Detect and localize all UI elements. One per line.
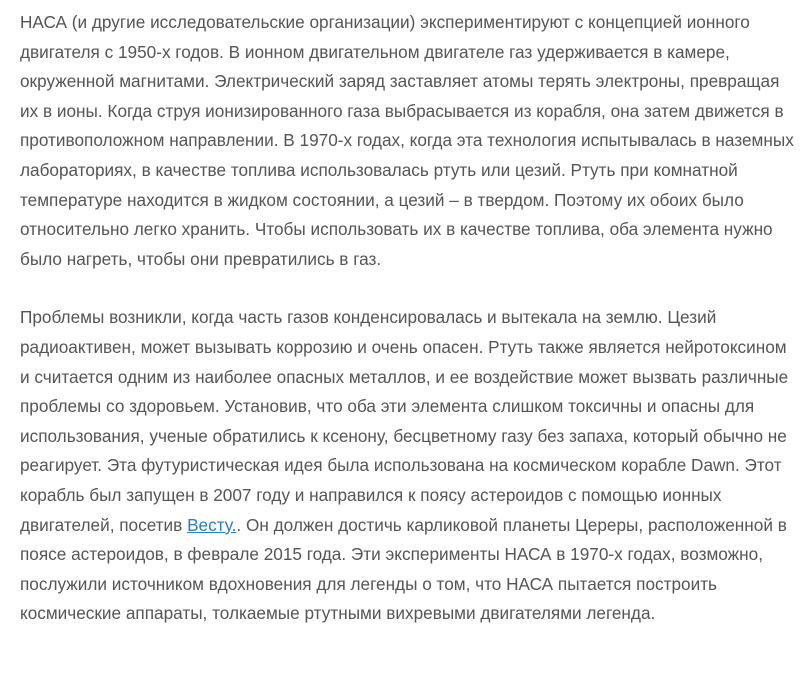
paragraph-xenon-dawn <box>20 303 796 629</box>
vesta-link[interactable]: Весту. <box>187 514 237 535</box>
paragraph-text-after-link: . Он должен достичь карликовой планеты Цереры, расположенной в поясе астероидов, в феврале 2015 года. Эти эксперименты НАСА в 1970-х годах, возможно, послужили источником вдохновения для легенды о том, что НАСА пытается построить космические аппараты, толкаемые ртутными вихревыми двигателями легенда. <box>20 514 787 624</box>
paragraph-text-before-link: Проблемы возникли, когда часть газов конденсировалась и вытекала на землю. Цезий радиоактивен, может вызывать коррозию и очень опасен. Ртуть также является нейротоксином и считается одним из наиболее опасных металлов, и ее воздействие может вызвать различные проблемы со здоровьем. Установив, что оба эти элемента слишком токсичны и опасны для использования, ученые обратились к ксенону, бесцветному газу без запаха, который обычно не реагирует. Эта футуристическая идея была использована на космическом корабле Dawn. Этот корабль был запущен в 2007 году и направился к поясу астероидов с помощью ионных двигателей, посетив <box>20 307 789 535</box>
article-body <box>20 8 796 629</box>
paragraph-ion-engine-history: НАСА (и другие исследовательские организации) экспериментируют с концепцией ионного двигателя с 1950-х годов. В ионном двигательном двигателе газ удерживается в камере, окруженной магнитами. Электрический заряд заставляет атомы терять электроны, превращая их в ионы. Когда струя ионизированного газа выбрасывается из корабля, она затем движется в противоположном направлении. В 1970-х годах, когда эта технология испытывалась в наземных лабораториях, в качестве топлива использовалась ртуть или цезий. Ртуть при комнатной температуре находится в жидком состоянии, а цезий – в твердом. Поэтому их обоих было относительно легко хранить. Чтобы использовать их в качестве топлива, оба элемента нужно было нагреть, чтобы они превратились в газ. <box>20 12 794 269</box>
